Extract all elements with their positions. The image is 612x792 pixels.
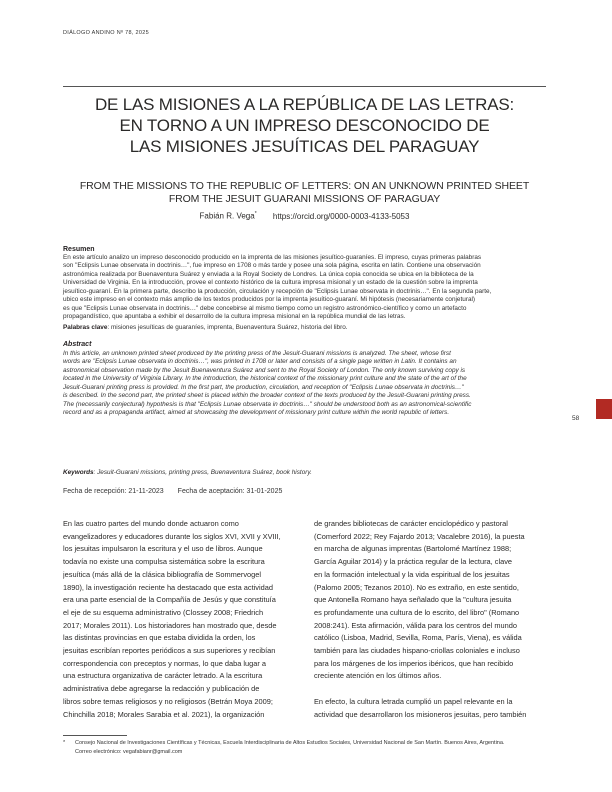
body-line: 1890), la investigación reciente ha destacado que esta actividad — [63, 582, 273, 592]
title-line: DE LAS MISIONES A LA REPÚBLICA DE LAS LETRAS: — [94, 95, 514, 114]
resumen-line: astronómica realizada por Buenaventura Suárez y enviada a la Royal Society de Londres. La única copia conocida se ubica en la biblioteca de la — [63, 270, 474, 278]
title-line: EN TORNO A UN IMPRESO DESCONOCIDO DE — [119, 116, 490, 135]
body-line: que Antonella Romano haya señalado que la "cultura jesuita — [314, 595, 512, 605]
body-line: (Palomo 2005; Tezanos 2010). No es extraño, en este sentido, — [314, 582, 519, 592]
author-name: Fabián R. Vega — [199, 211, 255, 221]
resumen-line: En este artículo analizo un impreso desconocido producido en la imprenta de las misiones jesuítico-guaraníes. El impreso, cuyas primeras palabras — [63, 254, 482, 261]
palabras-clave — [63, 324, 546, 331]
abstract-text — [63, 350, 546, 418]
section-tab-marker — [596, 399, 612, 419]
body-line: 2008:241). Esta afirmación, válida para los centros del mundo — [314, 620, 517, 630]
body-line: en la formación intelectual y la vida espiritual de los jesuitas — [314, 569, 510, 579]
body-line: En efecto, la cultura letrada cumplió un papel relevante en la — [314, 696, 513, 706]
page-number: 58 — [572, 415, 580, 422]
body-line: Chinchilla 2018; Morales Sarabia et al. 2021), la organización — [63, 709, 265, 719]
body-line: actividad que desarrollaron los misioneros jesuitas, pero también — [314, 709, 527, 719]
abstract-line: In this article, an unknown printed sheet produced by the printing press of the Jesuit-Guarani missions is analyzed. The sheet, whose first — [63, 350, 451, 357]
body-line: para los márgenes de los imperios ibéricos, que han recibido — [314, 658, 514, 668]
body-line: los jesuitas impulsaron la escritura y el uso de libros. Aunque — [63, 544, 263, 554]
footnote-email: Correo electrónico: vegafabianr@gmail.com — [75, 748, 183, 755]
body-line: una estructura organizativa de carácter letrado. A la escritura — [63, 671, 263, 681]
resumen-heading: Resumen — [63, 246, 95, 253]
abstract-line: located in the University of Virginia Library. In the introduction, the historical context of the missionary print culture and the state of the art of the — [63, 375, 467, 383]
body-line: administrativa debe agregarse la redacción y publicación de — [63, 684, 260, 694]
keywords-text: : misiones jesuíticas de guaraníes, imprenta, Buenaventura Suárez, historia del libro. — [107, 324, 348, 331]
paragraph-gap — [314, 683, 549, 696]
resumen-line: son "Eclipsis Lunae observata in doctrinis…", fue impreso en 1708 o más tarde y posee una sola página, escrita en latín. Contiene una observación — [63, 262, 481, 270]
resumen-line: Universidad de Virginia. En la introducción, provee el contexto histórico de la cultura impresa misional y un estado de la cuestión sobre la imprenta — [63, 279, 478, 287]
footnote-mark: * — [63, 740, 66, 746]
author-line — [63, 211, 546, 221]
header-rule — [63, 86, 546, 87]
body-line: (Comerford 2022; Rey Fajardo 2013; Vacalebre 2016), la puesta — [314, 531, 525, 541]
body-column-left — [63, 518, 298, 721]
title-line: FROM THE JESUIT GUARANI MISSIONS OF PARAGUAY — [168, 192, 441, 205]
body-column-right — [314, 518, 549, 721]
abstract-heading: Abstract — [63, 341, 92, 348]
article-title-english — [63, 180, 546, 205]
abstract-line: is described. In the second part, the printed sheet is placed within the broader context of the texts produced by the Jesuit-Guarani printing press. — [63, 392, 471, 400]
body-line: es profundamente una cultura de lo escrito, del libro" (Romano — [314, 607, 520, 617]
abstract-line: words are "Eclipsis Lunae observata in doctrinis…", was printed in 1708 or later and consists of a single page written in Latin. It contains an — [63, 358, 457, 366]
abstract-line: The (necessarily conjectural) hypothesis is that "Eclipsis Lunae observata in doctrinis…" should be understood both as an astronomical-scientific — [63, 400, 472, 408]
body-line: en marcha de algunas imprentas (Bartolomé Martínez 1988; — [314, 544, 512, 554]
footnote-line — [63, 748, 546, 757]
body-line: correspondencia con preceptos y normas, lo que daba lugar a — [63, 658, 266, 668]
article-title-spanish — [63, 94, 546, 157]
footnote-line — [63, 739, 546, 748]
keywords-label: Palabras clave — [63, 324, 108, 331]
body-line: el eje de su esquema administrativo (Clossey 2008; Friedrich — [63, 607, 264, 617]
orcid-link[interactable]: https://orcid.org/0000-0003-4133-5053 — [272, 211, 410, 221]
body-line: de grandes bibliotecas de carácter enciclopédico y pastoral — [314, 519, 508, 528]
body-line: creciente atención en los últimos años. — [314, 671, 442, 681]
keywords-label: Keywords — [63, 469, 94, 476]
keywords-text: : Jesuit-Guarani missions, printing press, Buenaventura Suárez, book history. — [93, 469, 312, 476]
body-line: era una parte esencial de la Compañía de Jesús y que constituía — [63, 595, 276, 605]
accepted-date: Fecha de aceptación: 31-01-2025 — [177, 488, 283, 495]
footnote-rule — [63, 735, 127, 736]
resumen-line: es que "Eclipsis Lunae observata in doctrinis…" debe concebirse al mismo tiempo como un registro astronómico-científico y como un artefacto — [63, 304, 467, 312]
body-line: todavía no existe una compulsa sistemática sobre la escritura — [63, 557, 265, 567]
author-footnote-mark: * — [254, 211, 257, 217]
abstract-line: record and as a propaganda artifact, aimed at showcasing the development of missionary print culture within the world republic of letters. — [63, 409, 450, 417]
resumen-line: jesuítico-guaraní. En la primera parte, describo la producción, circulación y recepción de "Eclipsis Lunae observata in doctrinis…". En la segunda parte, — [63, 287, 492, 295]
footnote — [63, 739, 546, 756]
resumen-line: propagandístico, que apuntaba a exhibir el desarrollo de la cultura impresa misional en la república mundial de las letras. — [63, 313, 406, 321]
body-line: jesuitas escribían reportes periódicos a sus superiores y recibían — [63, 646, 276, 656]
body-line: García Aguilar 2014) y la práctica regular de la lectura, clave — [314, 557, 513, 567]
body-line: libros sobre temas religiosos y no religiosos (Betrán Moya 2009; — [63, 696, 273, 706]
body-line: jesuítica (más allá de la clásica bibliografía de Sommervogel — [63, 569, 261, 579]
abstract-line: astronomical observation made by the Jesuit Buenaventura Suárez and sent to the Royal Society of London. The only known surviving copy is — [63, 366, 466, 374]
journal-running-head: DIÁLOGO ANDINO Nº 78, 2025 — [63, 30, 149, 36]
body-line: evangelizadores y educadores durante los siglos XVI, XVII y XVIII, — [63, 531, 281, 541]
resumen-text — [63, 254, 546, 322]
body-line: 2017; Morales 2011). Los historiadores han mostrado que, desde — [63, 620, 277, 630]
keywords-english — [63, 469, 546, 476]
submission-dates — [63, 488, 282, 495]
body-line: católico (Lisboa, Madrid, Sevilla, Roma, París, Viena), es válida — [314, 633, 522, 643]
title-line: FROM THE MISSIONS TO THE REPUBLIC OF LETTERS: ON AN UNKNOWN PRINTED SHEET — [79, 180, 530, 192]
body-line: las distintas provincias en que estaba dividida la orden, los — [63, 633, 256, 643]
resumen-line: ubico este impreso en el contexto más amplio de los textos producidos por la imprenta jesuítico-guaraní. Mi hipótesis (necesariamente conjetural) — [63, 296, 476, 304]
received-date: Fecha de recepción: 21-11-2023 — [63, 488, 164, 495]
body-line: En las cuatro partes del mundo donde actuaron como — [63, 519, 239, 528]
abstract-line: Jesuit-Guarani printing press is provided. In the first part, the production, circulation, and reception of "Eclipsis Lunae observata in doctrinis…" — [63, 383, 464, 391]
footnote-affiliation: Consejo Nacional de Investigaciones Científicas y Técnicas, Escuela Interdisciplinaria de Altos Estudios Sociales, Universidad Nacional de San Martín. Buenos Aires, Argentina. — [75, 740, 505, 746]
title-line: LAS MISIONES JESUÍTICAS DEL PARAGUAY — [129, 137, 480, 156]
body-line: también para las ciudades hispano-criollas coloniales e incluso — [314, 646, 520, 656]
